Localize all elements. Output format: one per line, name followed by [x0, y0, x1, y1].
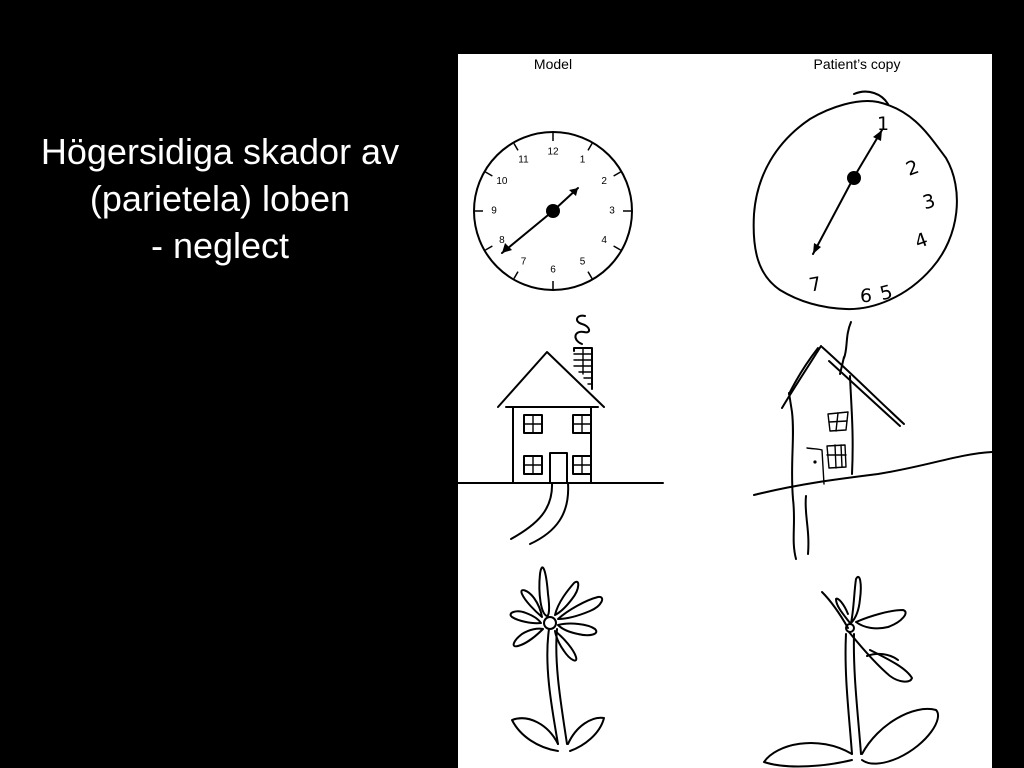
clock-number-1: 1 [579, 154, 586, 166]
clock-number-3: 3 [609, 205, 615, 217]
patient-number-1: 1 [877, 113, 890, 135]
clock-number-6: 6 [550, 264, 556, 276]
clock-number-11: 11 [518, 154, 529, 166]
clock-number-10: 10 [496, 176, 508, 187]
patient-number-3: 3 [920, 189, 938, 215]
patient-house-ground [754, 452, 992, 495]
patient-clock [754, 92, 957, 309]
clock-number-9: 9 [491, 205, 497, 217]
clock-tick [614, 246, 621, 250]
clock-tick [485, 246, 492, 250]
patient-number-4: 4 [911, 228, 931, 254]
clock-number-2: 2 [601, 176, 607, 187]
clock-number-8: 8 [499, 235, 505, 246]
clock-tick [614, 172, 621, 176]
patient-house [754, 322, 992, 559]
clock-number-12: 12 [547, 146, 559, 158]
header-model: Model [533, 56, 573, 72]
model-house-door [550, 453, 567, 483]
model-house [458, 316, 663, 544]
model-house-path [511, 483, 552, 539]
title-line-2: (parietela) loben [89, 178, 351, 219]
model-clock-center [546, 204, 560, 218]
clock-tick [588, 272, 592, 279]
patient-flower [764, 577, 938, 767]
clock-number-4: 4 [601, 235, 607, 246]
patient-clock-lower-hand [813, 177, 854, 254]
header-patient-copy: Patient’s copy [813, 56, 901, 72]
slide-title [0, 128, 440, 269]
neglect-figure [458, 54, 992, 768]
clock-number-7: 7 [520, 256, 527, 268]
model-flower [511, 567, 604, 751]
patient-number-7: 7 [807, 272, 824, 297]
clock-number-5: 5 [579, 256, 586, 268]
title-line-1: Högersidiga skador av [40, 131, 400, 172]
clock-tick [588, 143, 592, 150]
clock-tick [485, 172, 492, 176]
model-house-windows [524, 415, 591, 474]
clock-tick [514, 272, 518, 279]
patient-number-5: 5 [877, 280, 895, 306]
patient-number-2: 2 [903, 155, 922, 181]
title-line-3: - neglect [150, 225, 290, 266]
clock-tick [514, 143, 518, 150]
model-clock-minute-hand [502, 211, 553, 253]
patient-number-6: 6 [860, 285, 873, 307]
model-clock [474, 132, 632, 290]
patient-clock-center [847, 171, 861, 185]
